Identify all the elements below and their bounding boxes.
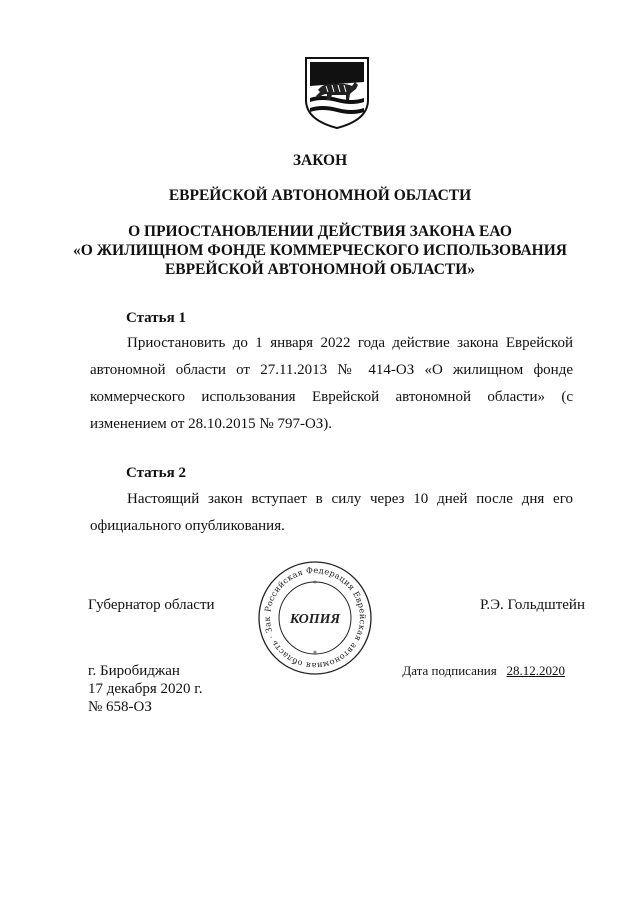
law-subject xyxy=(60,222,580,279)
coat-of-arms xyxy=(302,54,372,132)
subject-line: «О ЖИЛИЩНОМ ФОНДЕ КОММЕРЧЕСКОГО ИСПОЛЬЗОВАНИЯ xyxy=(73,242,567,259)
law-title: ЗАКОН xyxy=(292,152,348,169)
svg-text:Российская Федерация Еврейская: Российская Федерация Еврейская автономная область · Зак xyxy=(261,564,369,672)
subject-line: ЕВРЕЙСКОЙ АВТОНОМНОЙ ОБЛАСТИ» xyxy=(164,261,476,278)
stamp-seal-icon xyxy=(255,558,375,678)
article-2-text: Настоящий закон вступает в силу через 10 дней после дня его официального опубликования. xyxy=(90,491,573,534)
region-title: ЕВРЕЙСКОЙ АВТОНОМНОЙ ОБЛАСТИ xyxy=(168,187,472,204)
tiger-emblem-icon xyxy=(302,54,372,132)
article-2-heading: Статья 2 xyxy=(126,465,186,481)
svg-text:КОПИЯ: КОПИЯ xyxy=(289,612,341,627)
signing-date-value: 28.12.2020 xyxy=(506,663,565,678)
svg-text:*: * xyxy=(313,579,317,588)
law-date: 17 декабря 2020 г. xyxy=(88,681,203,697)
copy-stamp xyxy=(255,558,375,678)
signing-date-row xyxy=(402,663,565,679)
governor-title: Губернатор области xyxy=(88,597,215,613)
article-1-text: Приостановить до 1 января 2022 года действие закона Еврейской автономной области от 27.11.2013 № 414-ОЗ «О жилищном фонде коммерческого использования Еврейской автономной области» (с изменением от 28.10.2015 № 797-ОЗ). xyxy=(90,335,573,432)
svg-text:*: * xyxy=(313,649,317,658)
governor-name: Р.Э. Гольдштейн xyxy=(479,597,585,613)
law-number: № 658-ОЗ xyxy=(88,699,152,715)
article-1-heading: Статья 1 xyxy=(126,310,186,326)
subject-line: О ПРИОСТАНОВЛЕНИИ ДЕЙСТВИЯ ЗАКОНА ЕАО xyxy=(128,223,512,240)
signing-date-label: Дата подписания xyxy=(402,663,497,678)
city: г. Биробиджан xyxy=(88,663,180,679)
